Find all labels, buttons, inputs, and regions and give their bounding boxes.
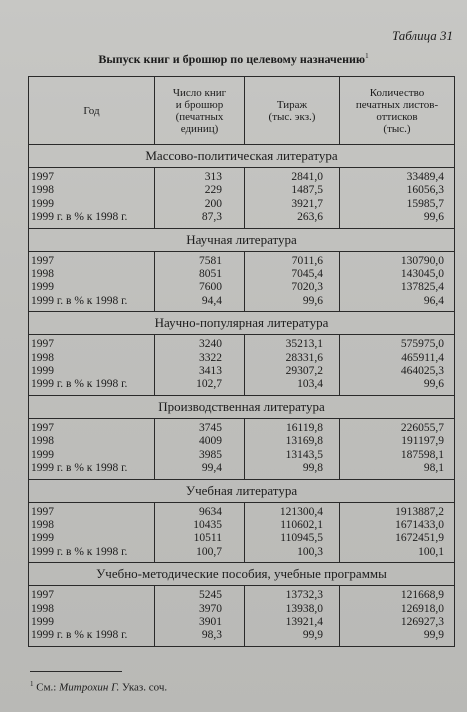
count-value: 3745: [199, 421, 222, 434]
circulation-value: 2841,0: [291, 171, 323, 183]
table-row: [29, 335, 455, 396]
count-value: 87,3: [201, 211, 222, 224]
year-value: 1998: [31, 518, 54, 531]
count-value: 3901: [199, 615, 222, 628]
sheets-value: 99,6: [423, 378, 444, 391]
circulation-value: 99,9: [302, 629, 323, 642]
circulation-value: 1487,5: [291, 184, 323, 197]
year-value: 1997: [31, 505, 54, 518]
footnote-prefix: См.:: [36, 681, 57, 694]
title-footnote-mark: 1: [365, 52, 369, 60]
circulation-value: 99,6: [302, 294, 323, 307]
sheets-value: 96,4: [423, 294, 444, 307]
year-value: 1997: [31, 589, 54, 602]
circulation-cell: [245, 502, 340, 563]
footnote-mark: 1: [30, 680, 34, 688]
circulation-value: 99,8: [302, 462, 323, 475]
table-title: [0, 52, 467, 67]
section-title: Учебно-методические пособия, учебные программы: [29, 563, 455, 586]
circulation-value: 29307,2: [285, 365, 323, 378]
year-cell: [29, 168, 155, 229]
circulation-value: 13938,0: [285, 602, 323, 615]
count-value: 94,4: [201, 294, 222, 307]
sheets-value: 465911,4: [401, 351, 444, 364]
count-cell: [155, 251, 245, 312]
sheets-value: 143045,0: [400, 268, 444, 281]
year-value: 1999 г. в % к 1998 г.: [31, 211, 128, 224]
sheets-value: 99,6: [423, 211, 444, 224]
circulation-value: 110602,1: [280, 518, 323, 531]
circulation-value: 263,6: [297, 211, 323, 224]
sheets-value: 575975,0: [400, 338, 444, 351]
header-sheets-line: печатных листов-: [355, 98, 439, 111]
count-cell: [155, 418, 245, 479]
title-text: Выпуск книг и брошюр по целевому назначению: [98, 52, 366, 66]
year-value: 1997: [31, 338, 54, 351]
circulation-value: 100,3: [297, 545, 323, 558]
sheets-value: 191197,9: [401, 435, 444, 448]
footnote-rest: Указ. соч.: [122, 681, 168, 694]
circulation-value: 16119,8: [286, 421, 323, 434]
table-row: [29, 168, 455, 229]
sheets-value: 126927,3: [400, 615, 444, 628]
count-value: 3413: [199, 365, 222, 378]
footnote: [30, 680, 167, 694]
year-cell: [29, 335, 155, 396]
sheets-cell: [340, 586, 455, 647]
circulation-value: 7011,6: [291, 254, 323, 267]
circulation-cell: [245, 168, 340, 229]
footnote-author: Митрохин Г.: [59, 681, 120, 694]
circulation-cell: [245, 418, 340, 479]
sheets-value: 464025,3: [400, 365, 444, 378]
circulation-value: 13921,4: [285, 615, 323, 628]
header-count-line: и брошюр: [175, 98, 224, 111]
sheets-cell: [340, 168, 455, 229]
sheets-value: 226055,7: [400, 421, 444, 434]
table-row: [29, 251, 455, 312]
count-value: 5245: [199, 589, 222, 602]
section-title: Учебная литература: [29, 479, 455, 502]
year-cell: [29, 586, 155, 647]
count-cell: [155, 335, 245, 396]
sheets-value: 137825,4: [400, 281, 444, 294]
year-value: 1998: [31, 602, 54, 615]
section-title: Научно-популярная литература: [29, 312, 455, 335]
year-cell: [29, 502, 155, 563]
section-title: Массово-политическая литература: [29, 145, 455, 168]
sheets-value: 98,1: [423, 462, 444, 475]
table-number: Таблица 31: [391, 28, 453, 43]
year-value: 1999: [31, 448, 54, 461]
table-body: [29, 145, 455, 647]
count-value: 7600: [199, 281, 222, 294]
sheets-value: 15985,7: [406, 197, 444, 210]
header-sheets-line: (тыс.): [383, 122, 411, 135]
year-value: 1997: [31, 254, 54, 267]
section-row: [29, 228, 455, 251]
header-circulation: [245, 77, 340, 145]
count-cell: [155, 586, 245, 647]
sheets-value: 33489,4: [406, 171, 444, 183]
table-row: [29, 586, 455, 647]
section-title: Научная литература: [29, 228, 455, 251]
sheets-value: 187598,1: [400, 448, 444, 461]
year-value: 1998: [31, 268, 54, 281]
table-row: [29, 502, 455, 563]
sheets-value: 126918,0: [400, 602, 444, 615]
year-value: 1997: [31, 421, 54, 434]
circulation-value: 110945,5: [280, 532, 323, 545]
count-value: 229: [204, 184, 222, 197]
year-value: 1998: [31, 184, 54, 197]
section-row: [29, 395, 455, 418]
sheets-value: 1913887,2: [395, 505, 444, 518]
count-value: 3985: [199, 448, 222, 461]
circulation-value: 28331,6: [285, 351, 323, 364]
sheets-value: 121668,9: [400, 589, 444, 602]
count-value: 100,7: [196, 545, 222, 558]
count-value: 313: [204, 171, 222, 183]
header-count-line: Число книг: [172, 86, 227, 99]
header-count-line: единиц): [180, 122, 219, 135]
year-cell: [29, 418, 155, 479]
header-sheets: [340, 77, 455, 145]
circulation-cell: [245, 335, 340, 396]
sheets-value: 100,1: [418, 545, 444, 558]
sheets-value: 1672451,9: [395, 532, 444, 545]
header-count: [155, 77, 245, 145]
year-cell: [29, 251, 155, 312]
count-value: 3240: [199, 338, 222, 351]
year-value: 1997: [31, 171, 54, 183]
sheets-value: 99,9: [423, 629, 444, 642]
year-value: 1999 г. в % к 1998 г.: [31, 462, 128, 475]
count-value: 3970: [199, 602, 222, 615]
year-value: 1999 г. в % к 1998 г.: [31, 294, 128, 307]
year-value: 1998: [31, 351, 54, 364]
sheets-value: 16056,3: [406, 184, 444, 197]
header-count-line: (печатных: [175, 110, 224, 123]
count-value: 4009: [199, 435, 222, 448]
circulation-value: 103,4: [297, 378, 323, 391]
count-cell: [155, 168, 245, 229]
circulation-value: 7045,4: [291, 268, 323, 281]
count-value: 98,3: [201, 629, 222, 642]
sheets-value: 1671433,0: [395, 518, 444, 531]
count-value: 3322: [199, 351, 222, 364]
circulation-value: 7020,3: [291, 281, 323, 294]
sheets-cell: [340, 335, 455, 396]
circulation-value: 35213,1: [285, 338, 323, 351]
year-value: 1999: [31, 532, 54, 545]
count-cell: [155, 502, 245, 563]
count-value: 99,4: [201, 462, 222, 475]
circulation-value: 3921,7: [291, 197, 323, 210]
header-circulation-line: (тыс. экз.): [268, 110, 316, 123]
footnote-divider: [30, 671, 122, 672]
data-table: [28, 76, 455, 647]
count-value: 200: [204, 197, 222, 210]
year-value: 1999: [31, 281, 54, 294]
count-value: 10435: [193, 518, 222, 531]
count-value: 9634: [199, 505, 222, 518]
year-value: 1999 г. в % к 1998 г.: [31, 545, 128, 558]
sheets-cell: [340, 251, 455, 312]
circulation-value: 13169,8: [285, 435, 323, 448]
header-row: [29, 77, 455, 145]
section-row: [29, 479, 455, 502]
header-year: Год: [29, 77, 155, 145]
year-value: 1999: [31, 365, 54, 378]
year-value: 1999: [31, 197, 54, 210]
sheets-cell: [340, 418, 455, 479]
section-title: Производственная литература: [29, 395, 455, 418]
sheets-cell: [340, 502, 455, 563]
circulation-value: 121300,4: [279, 505, 323, 518]
count-value: 7581: [199, 254, 222, 267]
year-value: 1999: [31, 615, 54, 628]
section-row: [29, 563, 455, 586]
section-row: [29, 145, 455, 168]
year-value: 1999 г. в % к 1998 г.: [31, 629, 128, 642]
year-value: 1998: [31, 435, 54, 448]
header-sheets-line: оттисков: [376, 110, 418, 123]
year-value: 1999 г. в % к 1998 г.: [31, 378, 128, 391]
circulation-cell: [245, 251, 340, 312]
circulation-cell: [245, 586, 340, 647]
count-value: 10511: [193, 532, 222, 545]
header-sheets-line: Количество: [369, 86, 425, 99]
circulation-value: 13143,5: [285, 448, 323, 461]
header-circulation-line: Тираж: [276, 98, 308, 111]
count-value: 102,7: [196, 378, 222, 391]
count-value: 8051: [199, 268, 222, 281]
section-row: [29, 312, 455, 335]
sheets-value: 130790,0: [400, 254, 444, 267]
circulation-value: 13732,3: [285, 589, 323, 602]
table-row: [29, 418, 455, 479]
